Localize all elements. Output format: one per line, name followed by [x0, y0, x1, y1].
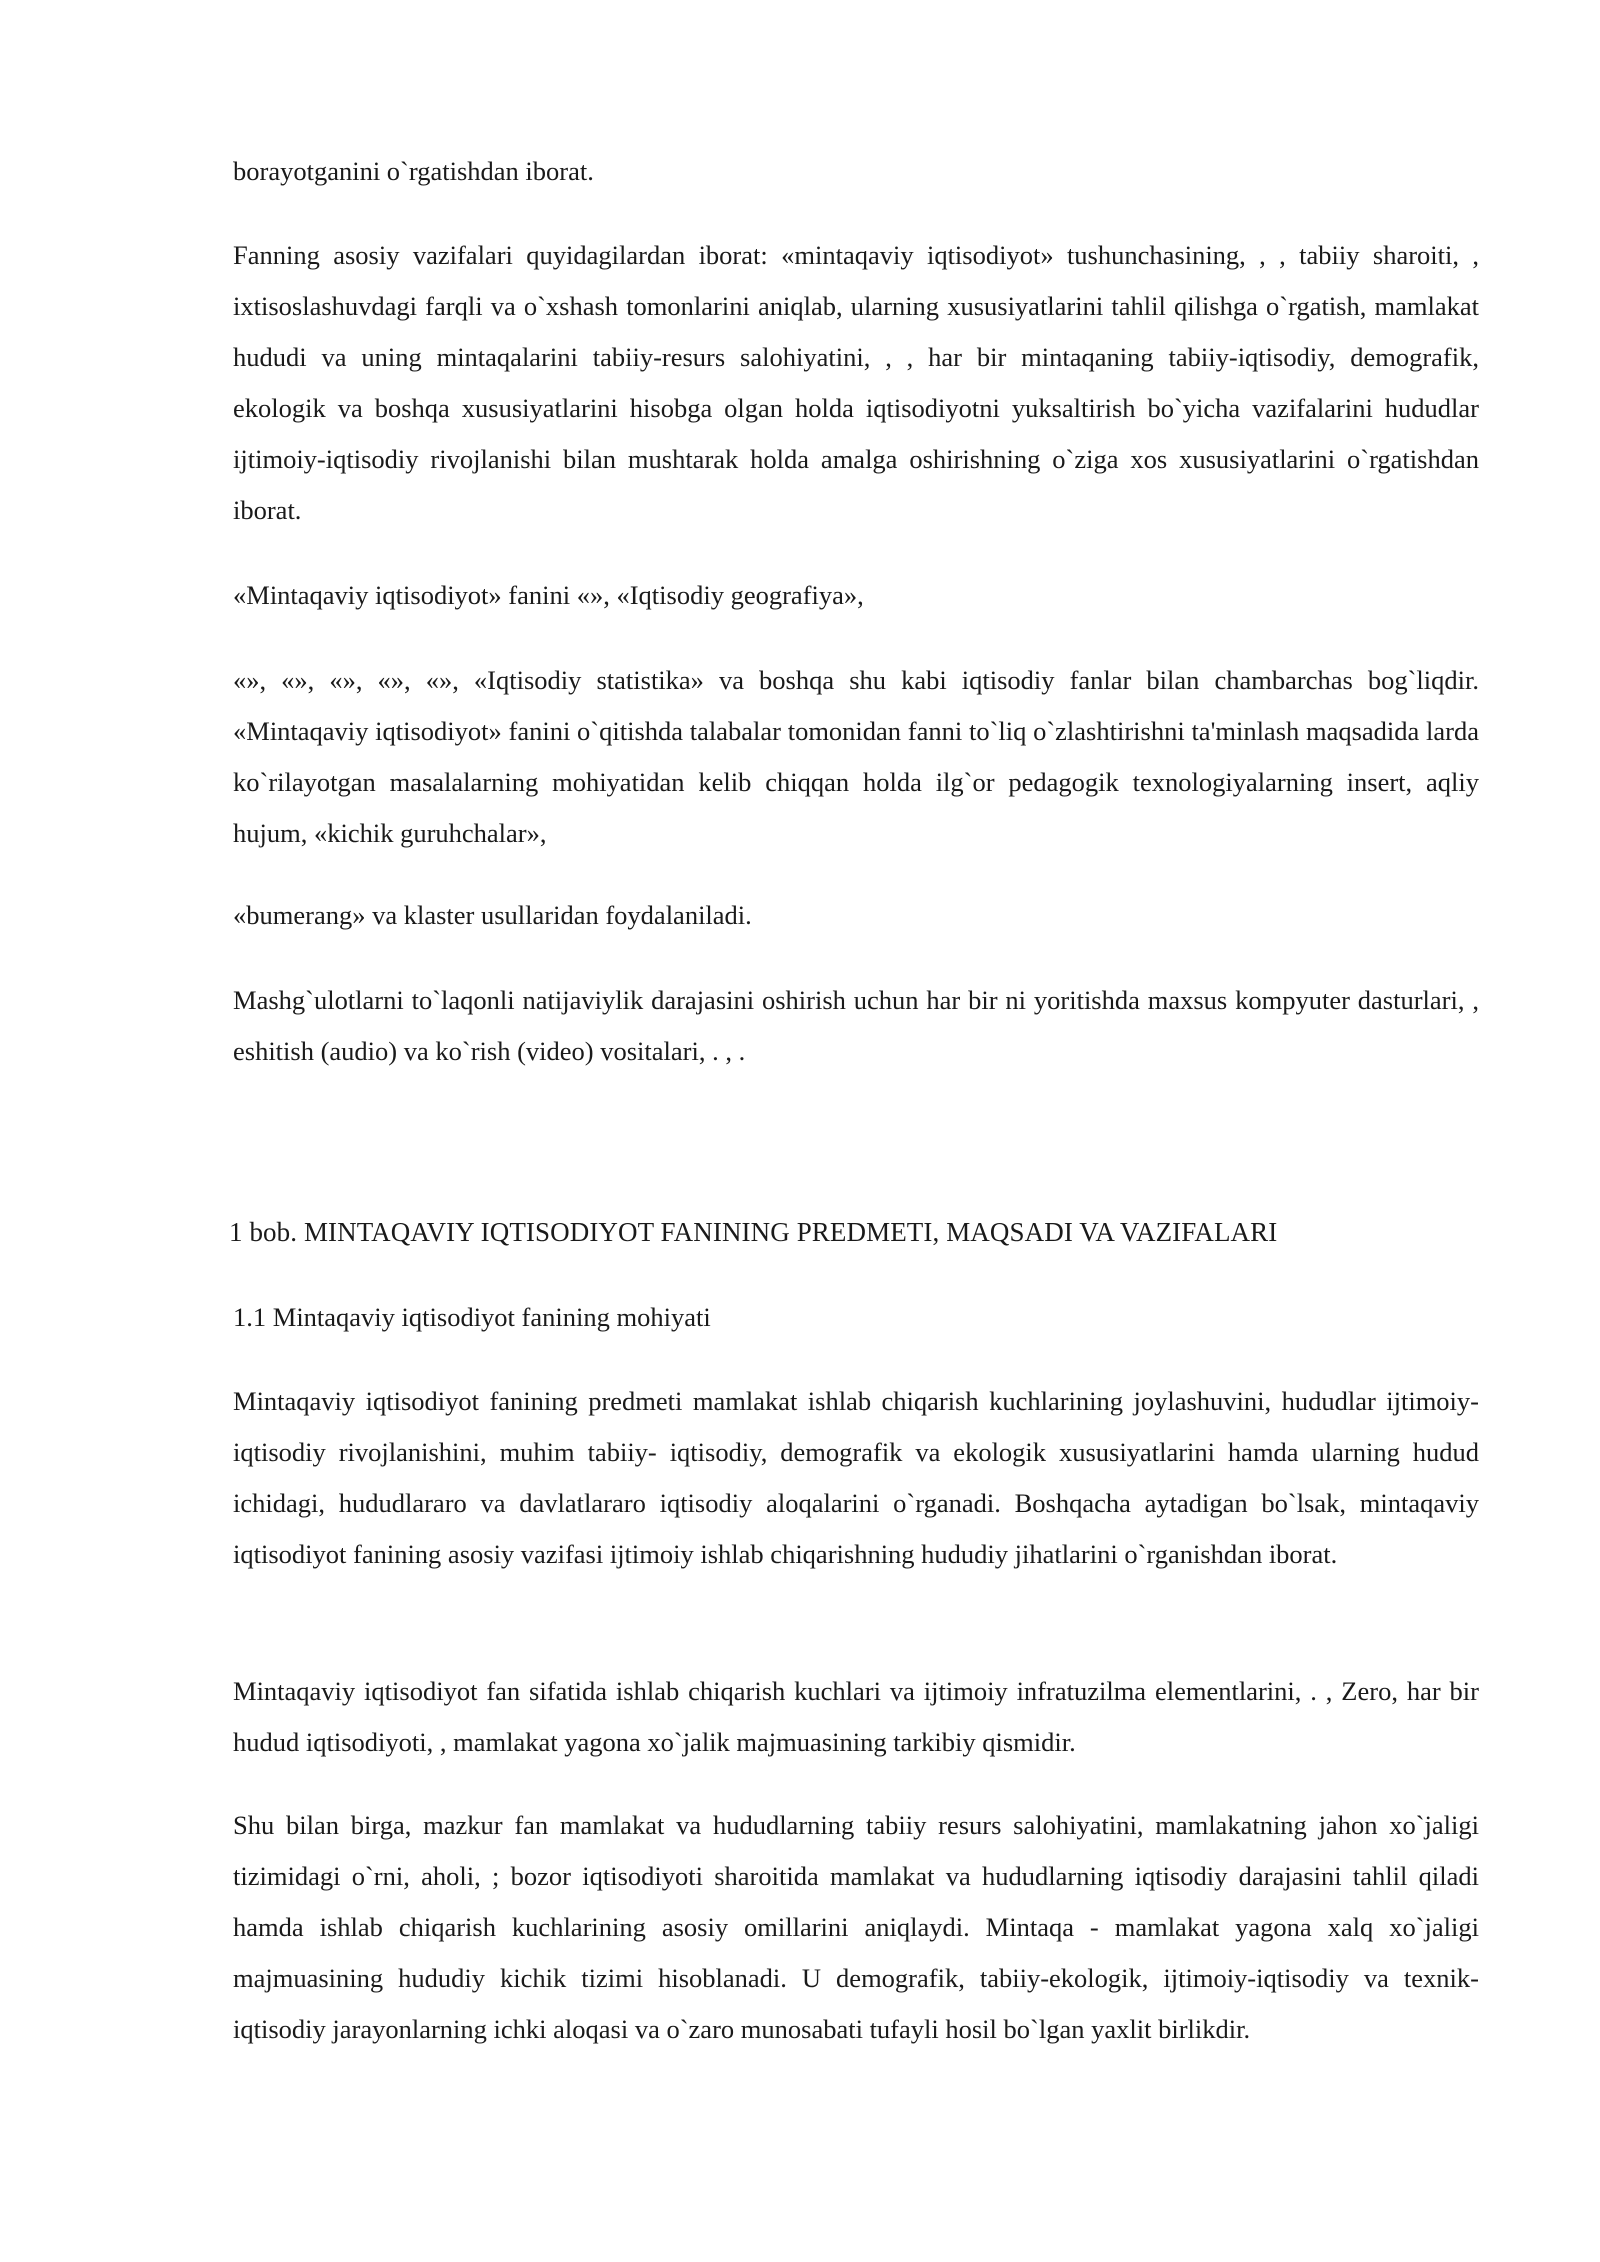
paragraph-tasks: Fanning asosiy vazifalari quyidagilardan iborat: «mintaqaviy iqtisodiyot» tushunchasining, , , tabiiy sharoiti, , ixtisoslashuvdagi farqli va o`xshash tomonlarini aniqlab, ularning xususiyatlarini tahlil qilishga o`rgatish, mamlakat hududi va uning mintaqalarini tabiiy-resurs salohiyatini, , , har bir mintaqaning tabiiy-iqtisodiy, demografik, ekologik va boshqa xususiyatlarini hisobga olgan holda iqtisodiyotni yuksaltirish bo`yicha vazifalarini hududlar ijtimoiy-iqtisodiy rivojlanishi bilan mushtarak holda amalga oshirishning o`ziga xos xususiyatlarini o`rgatishdan iborat.: [233, 240, 1479, 525]
paragraph-region: Shu bilan birga, mazkur fan mamlakat va hududlarning tabiiy resurs salohiyatini, mamlakatning jahon xo`jaligi tizimidagi o`rni, aholi, ; bozor iqtisodiyoti sharoitida mamlakat va hududlarning iqtisodiy darajasini tahlil qiladi hamda ishlab chiqarish kuchlarining asosiy omillarini aniqlaydi. Mintaqa - mamlakat yagona xalq xo`jaligi majmuasining hududiy kichik tizimi hisoblanadi. U demografik, tabiiy-ekologik, ijtimoiy-iqtisodiy va texnik-iqtisodiy jarayonlarning ichki aloqasi va o`zaro munosabati tufayli hosil bo`lgan yaxlit birlikdir.: [233, 1810, 1479, 2044]
paragraph-teaching-methods: «», «», «», «», «», «Iqtisodiy statistika» va boshqa shu kabi iqtisodiy fanlar bilan chambarchas bog`liqdir. «Mintaqaviy iqtisodiyot» fanini o`qitishda talabalar tomonidan fanni to`liq o`zlashtirishni ta'minlash maqsadida larda ko`rilayotgan masalalarning mohiyatidan kelib chiqqan holda ilg`or pedagogik texnologiyalarning insert, aqliy hujum, «kichik guruhchalar»,: [233, 665, 1479, 848]
section-heading: 1.1 Mintaqaviy iqtisodiyot fanining mohiyati: [233, 1302, 711, 1332]
paragraph-lessons: Mashg`ulotlarni to`laqonli natijaviylik darajasini oshirish uchun har bir ni yoritishda maxsus kompyuter dasturlari, , eshitish (audio) va ko`rish (video) vositalari, . , .: [233, 985, 1479, 1066]
paragraph-subject: Mintaqaviy iqtisodiyot fanining predmeti mamlakat ishlab chiqarish kuchlarining joylashuvini, hududlar ijtimoiy-iqtisodiy rivojlanishini, muhim tabiiy- iqtisodiy, demografik va ekologik xususiyatlarini hamda ularning hudud ichidagi, hududlararo va davlatlararo iqtisodiy aloqalarini o`rganadi. Boshqacha aytadigan bo`lsak, mintaqaviy iqtisodiyot fanining asosiy vazifasi ijtimoiy ishlab chiqarishning hududiy jihatlarini o`rganishdan iborat.: [233, 1386, 1479, 1569]
paragraph-science: Mintaqaviy iqtisodiyot fan sifatida ishlab chiqarish kuchlari va ijtimoiy infratuzilma elementlarini, . , Zero, har bir hudud iqtisodiyoti, , mamlakat yagona xo`jalik majmuasining tarkibiy qismidir.: [233, 1676, 1479, 1757]
chapter-heading: 1 bob. MINTAQAVIY IQTISODIYOT FANINING PREDMETI, MAQSADI VA VAZIFALARI: [229, 1217, 1278, 1247]
paragraph-intro-end: borayotganini o`rgatishdan iborat.: [233, 156, 594, 186]
paragraph-methods-end: «bumerang» va klaster usullaridan foydalaniladi.: [233, 900, 752, 930]
paragraph-related-subjects: «Mintaqaviy iqtisodiyot» fanini «», «Iqtisodiy geografiya»,: [233, 580, 864, 610]
